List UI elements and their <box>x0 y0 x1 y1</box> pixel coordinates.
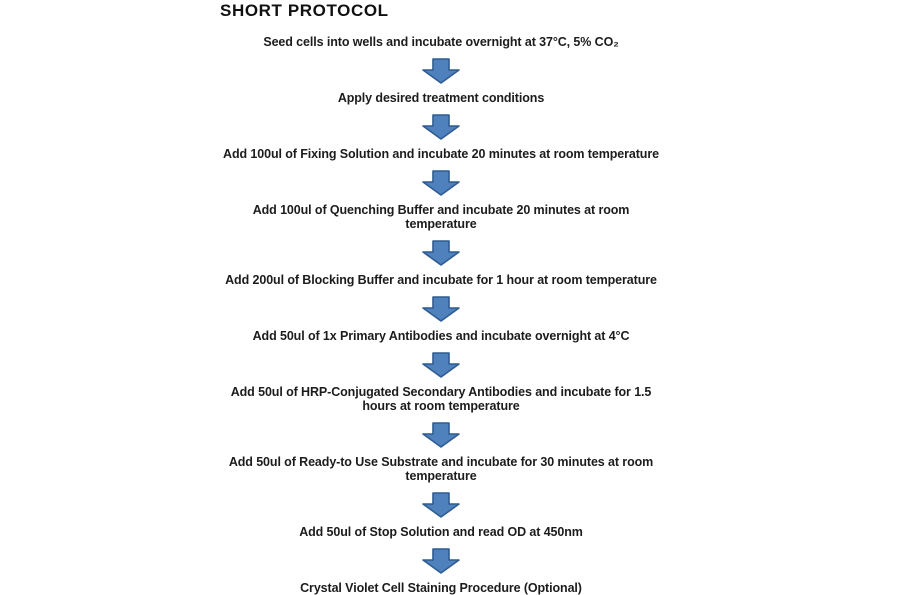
protocol-step-line: Add 100ul of Fixing Solution and incubate 20 minutes at room temperature <box>223 147 659 161</box>
protocol-step-line: temperature <box>405 469 477 483</box>
protocol-step-line: Add 50ul of Ready-to Use Substrate and incubate for 30 minutes at room <box>228 455 654 469</box>
protocol-step-line: Add 50ul of Stop Solution and read OD at 450nm <box>299 525 583 539</box>
protocol-step <box>0 273 882 287</box>
protocol-step <box>0 91 882 105</box>
protocol-step-line: Add 100ul of Quenching Buffer and incubate 20 minutes at room <box>252 203 630 217</box>
down-arrow-icon <box>422 114 460 140</box>
protocol-step-line: Add 50ul of HRP-Conjugated Secondary Antibodies and incubate for 1.5 <box>230 385 652 399</box>
down-arrow-icon <box>422 58 460 84</box>
protocol-step-line: Crystal Violet Cell Staining Procedure (Optional) <box>300 581 582 595</box>
protocol-step-line: Add 50ul of 1x Primary Antibodies and incubate overnight at 4°C <box>252 329 630 343</box>
down-arrow-icon <box>422 170 460 196</box>
down-arrow-icon <box>422 548 460 574</box>
protocol-step <box>0 35 882 49</box>
down-arrow-icon <box>422 296 460 322</box>
protocol-step <box>0 385 882 413</box>
protocol-flow <box>0 35 882 595</box>
protocol-step <box>0 147 882 161</box>
protocol-step-line: Apply desired treatment conditions <box>337 91 545 105</box>
protocol-step-line: Seed cells into wells and incubate overnight at 37°C, 5% CO₂ <box>263 35 619 49</box>
protocol-step <box>0 329 882 343</box>
protocol-step <box>0 525 882 539</box>
down-arrow-icon <box>422 240 460 266</box>
protocol-step <box>0 581 882 595</box>
down-arrow-icon <box>422 492 460 518</box>
protocol-step <box>0 455 882 483</box>
protocol-step-line: temperature <box>405 217 477 231</box>
protocol-step-line: Add 200ul of Blocking Buffer and incubate for 1 hour at room temperature <box>225 273 657 287</box>
down-arrow-icon <box>422 422 460 448</box>
page-title: SHORT PROTOCOL <box>220 1 389 20</box>
protocol-step <box>0 203 882 231</box>
protocol-step-line: hours at room temperature <box>362 399 520 413</box>
down-arrow-icon <box>422 352 460 378</box>
